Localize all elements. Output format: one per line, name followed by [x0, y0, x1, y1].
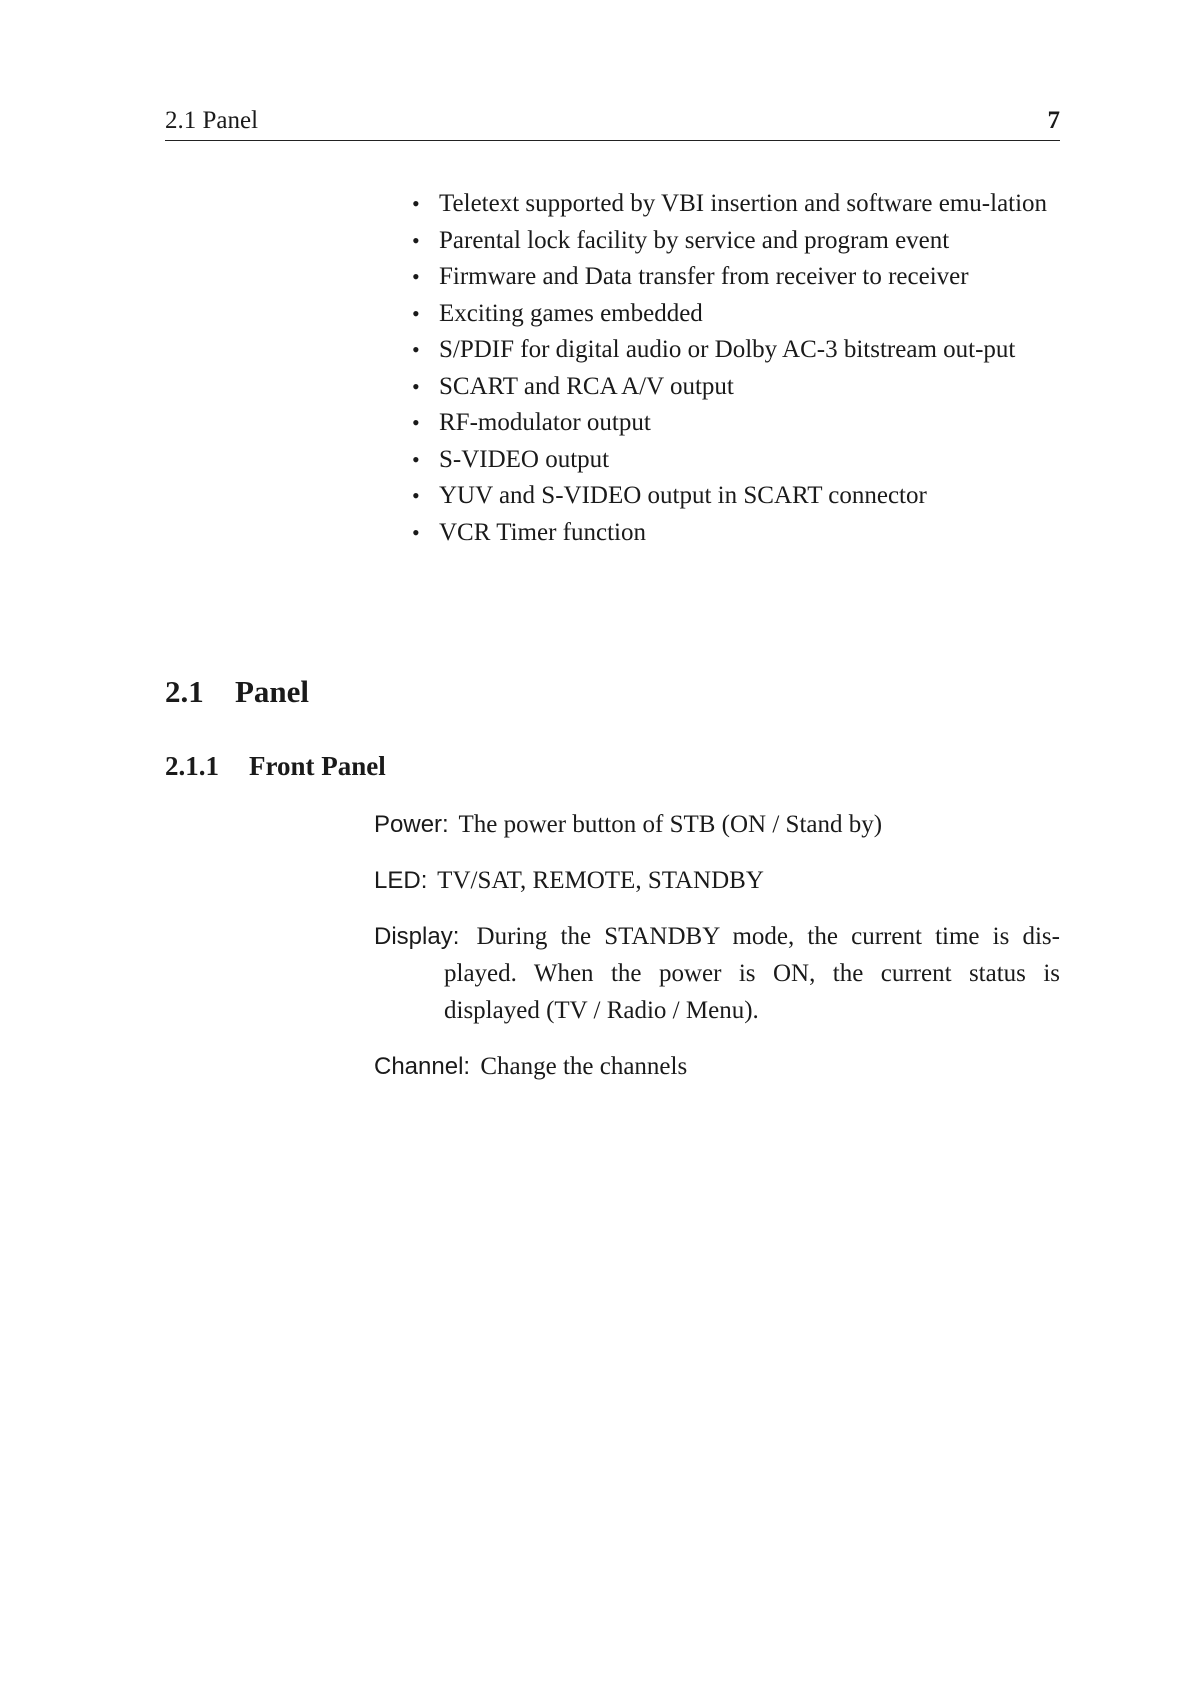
subsection-number: 2.1.1 — [165, 751, 219, 781]
bullet-icon: • — [412, 410, 420, 435]
description-item-channel — [374, 1048, 1060, 1085]
list-item — [412, 369, 1060, 406]
bullet-icon: • — [412, 264, 420, 289]
description-item-power — [374, 806, 1060, 843]
bullet-icon: • — [412, 191, 420, 216]
front-panel-description-list — [374, 806, 1060, 1104]
list-item — [412, 332, 1060, 369]
description-text: Change the channels — [480, 1053, 688, 1080]
list-item-text: VCR Timer function — [439, 518, 646, 546]
bullet-icon: • — [412, 483, 420, 508]
running-header — [165, 104, 1060, 141]
list-item — [412, 515, 1060, 552]
description-term: Power: — [374, 811, 449, 838]
list-item — [412, 478, 1060, 515]
description-item-display — [374, 918, 1060, 1029]
feature-list — [412, 186, 1060, 551]
list-item — [412, 259, 1060, 296]
list-item-text: S-VIDEO output — [439, 445, 610, 473]
description-text: TV/SAT, REMOTE, STANDBY — [437, 867, 764, 894]
list-item — [412, 186, 1060, 223]
list-item-text: Exciting games embedded — [439, 299, 703, 327]
list-item — [412, 223, 1060, 260]
bullet-icon: • — [412, 519, 420, 545]
page-number: 7 — [1047, 107, 1060, 134]
header-section-ref: 2.1 Panel — [165, 107, 259, 134]
description-text: During the STANDBY mode, the current time is dis-played. When the power is ON, the current status is displayed (TV / Radio / Menu). — [444, 923, 1060, 1024]
list-item-text: Parental lock facility by service and program event — [439, 226, 950, 254]
bullet-icon: • — [412, 373, 420, 399]
bullet-icon: • — [412, 300, 420, 326]
subsection-heading — [165, 748, 386, 784]
list-item-text: SCART and RCA A/V output — [439, 372, 734, 400]
description-term: Channel: — [374, 1053, 471, 1080]
list-item — [412, 442, 1060, 479]
subsection-title: Front Panel — [249, 751, 386, 781]
bullet-icon: • — [412, 337, 420, 362]
description-item-led — [374, 862, 1060, 899]
list-item — [412, 405, 1060, 442]
section-title: Panel — [235, 674, 310, 709]
bullet-icon: • — [412, 446, 420, 472]
list-item — [412, 296, 1060, 333]
bullet-icon: • — [412, 227, 420, 253]
description-term: Display: — [374, 923, 460, 950]
list-item-text: RF-modulator output — [439, 409, 651, 436]
list-item-text: Teletext supported by VBI insertion and software emu-lation — [439, 190, 1048, 217]
list-item-text: S/PDIF for digital audio or Dolby AC-3 bitstream out-put — [439, 336, 1016, 363]
description-text: The power button of STB (ON / Stand by) — [458, 811, 883, 838]
section-number: 2.1 — [165, 674, 204, 709]
list-item-text: YUV and S-VIDEO output in SCART connector — [439, 482, 927, 509]
list-item-text: Firmware and Data transfer from receiver to receiver — [439, 263, 969, 290]
section-heading — [165, 672, 309, 712]
description-term: LED: — [374, 867, 428, 894]
